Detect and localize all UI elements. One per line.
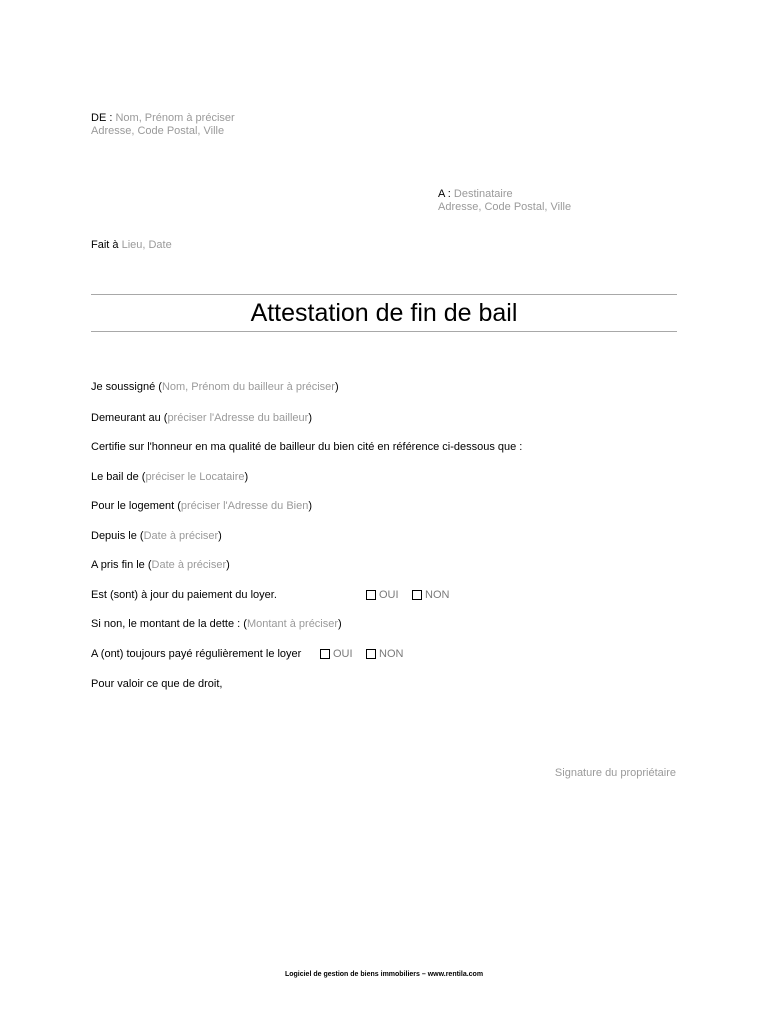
- demeurant-prefix: Demeurant au (: [91, 412, 168, 424]
- fin-suffix: ): [226, 559, 230, 571]
- loyer-ajour-non-label: NON: [425, 589, 450, 601]
- title-rule-top: [91, 294, 677, 295]
- sender-name-line: [91, 112, 235, 125]
- dette-prefix: Si non, le montant de la dette : (: [91, 618, 247, 630]
- loyer-ajour-oui-checkbox[interactable]: [366, 590, 376, 600]
- depuis-line: [91, 530, 222, 543]
- sender-block: [91, 112, 235, 138]
- logement-placeholder[interactable]: préciser l'Adresse du Bien: [180, 500, 309, 512]
- regulier-non-checkbox[interactable]: [366, 649, 376, 659]
- place-date-placeholder[interactable]: Lieu, Date: [121, 239, 172, 251]
- soussigne-placeholder[interactable]: Nom, Prénom du bailleur à préciser: [161, 381, 335, 393]
- loyer-ajour-non-option[interactable]: [412, 589, 449, 602]
- valoir-line: Pour valoir ce que de droit,: [91, 678, 223, 690]
- dette-line: [91, 618, 342, 631]
- recipient-block: [438, 188, 571, 214]
- recipient-name-line: [438, 188, 571, 201]
- loyer-ajour-oui-option[interactable]: [366, 589, 399, 602]
- logement-suffix: ): [308, 500, 313, 512]
- title-rule-bottom: [91, 331, 677, 332]
- demeurant-placeholder[interactable]: préciser l'Adresse du bailleur: [167, 412, 309, 424]
- bail-prefix: Le bail de (: [91, 471, 146, 483]
- soussigne-prefix: Je soussigné (: [91, 381, 162, 393]
- recipient-address-placeholder[interactable]: Adresse, Code Postal, Ville: [438, 201, 572, 213]
- loyer-ajour-text: Est (sont) à jour du paiement du loyer.: [91, 589, 277, 601]
- recipient-name-placeholder[interactable]: Destinataire: [453, 188, 513, 200]
- loyer-ajour-non-checkbox[interactable]: [412, 590, 422, 600]
- page-footer: Logiciel de gestion de biens immobiliers – www.rentila.com: [284, 971, 484, 978]
- sender-address-placeholder[interactable]: Adresse, Code Postal, Ville: [91, 125, 225, 137]
- logement-prefix: Pour le logement (: [91, 500, 181, 512]
- soussigne-suffix: ): [334, 381, 339, 393]
- regulier-oui-checkbox[interactable]: [320, 649, 330, 659]
- regulier-non-label: NON: [379, 648, 404, 660]
- soussigne-line: [91, 381, 339, 394]
- dette-suffix: ): [338, 618, 342, 630]
- place-date-line: [91, 239, 172, 252]
- fin-placeholder[interactable]: Date à préciser: [151, 559, 227, 571]
- regulier-non-option[interactable]: [366, 648, 403, 661]
- regulier-oui-label: OUI: [333, 648, 353, 660]
- signature-label: Signature du propriétaire: [554, 767, 676, 779]
- fin-prefix: A pris fin le (: [91, 559, 152, 571]
- bail-suffix: ): [244, 471, 249, 483]
- recipient-label: A :: [438, 188, 451, 200]
- dette-placeholder[interactable]: Montant à préciser: [246, 618, 339, 630]
- fin-line: [91, 559, 230, 572]
- depuis-prefix: Depuis le (: [91, 530, 144, 542]
- logement-line: [91, 500, 312, 513]
- regulier-oui-option[interactable]: [320, 648, 353, 661]
- certifie-line: Certifie sur l'honneur en ma qualité de bailleur du bien cité en référence ci-dessous que :: [91, 441, 523, 453]
- bail-line: [91, 471, 248, 484]
- bail-placeholder[interactable]: préciser le Locataire: [145, 471, 245, 483]
- demeurant-suffix: ): [308, 412, 312, 424]
- loyer-ajour-oui-label: OUI: [379, 589, 399, 601]
- sender-name-placeholder[interactable]: Nom, Prénom à préciser: [115, 112, 235, 124]
- place-label: Fait à: [91, 239, 119, 251]
- sender-label: DE :: [91, 112, 113, 124]
- depuis-suffix: ): [218, 530, 222, 542]
- depuis-placeholder[interactable]: Date à préciser: [143, 530, 219, 542]
- document-title: Attestation de fin de bail: [250, 299, 518, 327]
- regulier-text: A (ont) toujours payé régulièrement le loyer: [91, 648, 302, 660]
- demeurant-line: [91, 412, 312, 425]
